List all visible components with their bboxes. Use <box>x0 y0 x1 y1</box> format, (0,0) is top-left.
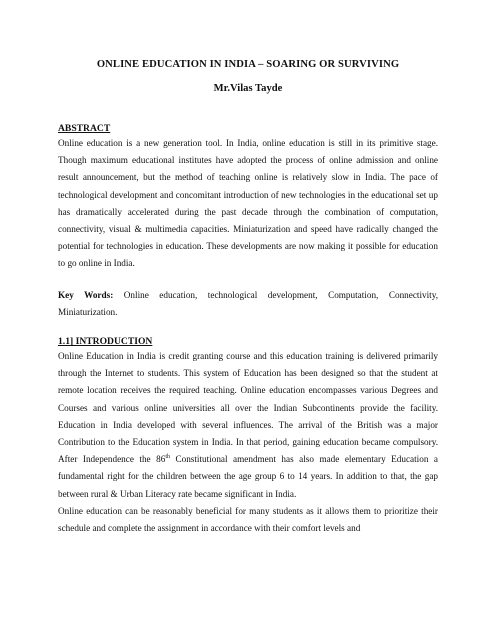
keywords-paragraph <box>58 287 438 321</box>
abstract-heading: ABSTRACT <box>58 123 111 134</box>
introduction-text-part1: Online Education in India is credit granting course and this education training is delivered primarily through the Internet to students. This system of Education has been designed so that the student at remote location receives the required teaching. Online education encompasses various Degrees and Courses and various online universities all over the Indian Subcontinents provide the facility. Education in India developed with several influences. The arrival of the British was a major Contribution to the Education system in India. In that period, gaining education became compulsory. After Independence the 86 <box>58 351 438 465</box>
abstract-text: Online education is a new generation tool. In India, online education is still in its primitive stage. Though maximum educational institutes have adopted the process of online admission and online result announcement, but the method of teaching online is relatively slow in India. The pace of technological development and concomitant introduction of new technologies in the educational set up has dramatically accelerated during the past decade through the combination of computation, connectivity, visual & multimedia capacities. Miniaturization and speed have radically changed the potential for technologies in education. These developments are now making it possible for education to go online in India. <box>58 138 438 269</box>
keywords-text: Online education, technological development, Computation, Connectivity, Miniaturization. <box>58 289 439 317</box>
introduction-text <box>58 348 438 503</box>
document-content <box>58 58 438 537</box>
introduction-text-second: Online education can be reasonably beneficial for many students as it allows them to prioritize their schedule and complete the assignment in accordance with their comfort levels and <box>58 505 438 534</box>
author-name: Mr.Vilas Tayde <box>213 83 283 94</box>
introduction-heading: 1.1] INTRODUCTION <box>58 336 153 348</box>
introduction-text-part2: Constitutional amendment has also made elementary Education a fundamental right for the children between the age group 6 to 14 years. In addition to that, the gap between rural & Urban Literacy rate became significant in India. <box>58 454 438 499</box>
ordinal-superscript: th <box>165 454 170 461</box>
keywords-label: Key Words: <box>58 289 114 300</box>
paper-title: ONLINE EDUCATION IN INDIA – SOARING OR SURVIVING <box>96 59 400 70</box>
